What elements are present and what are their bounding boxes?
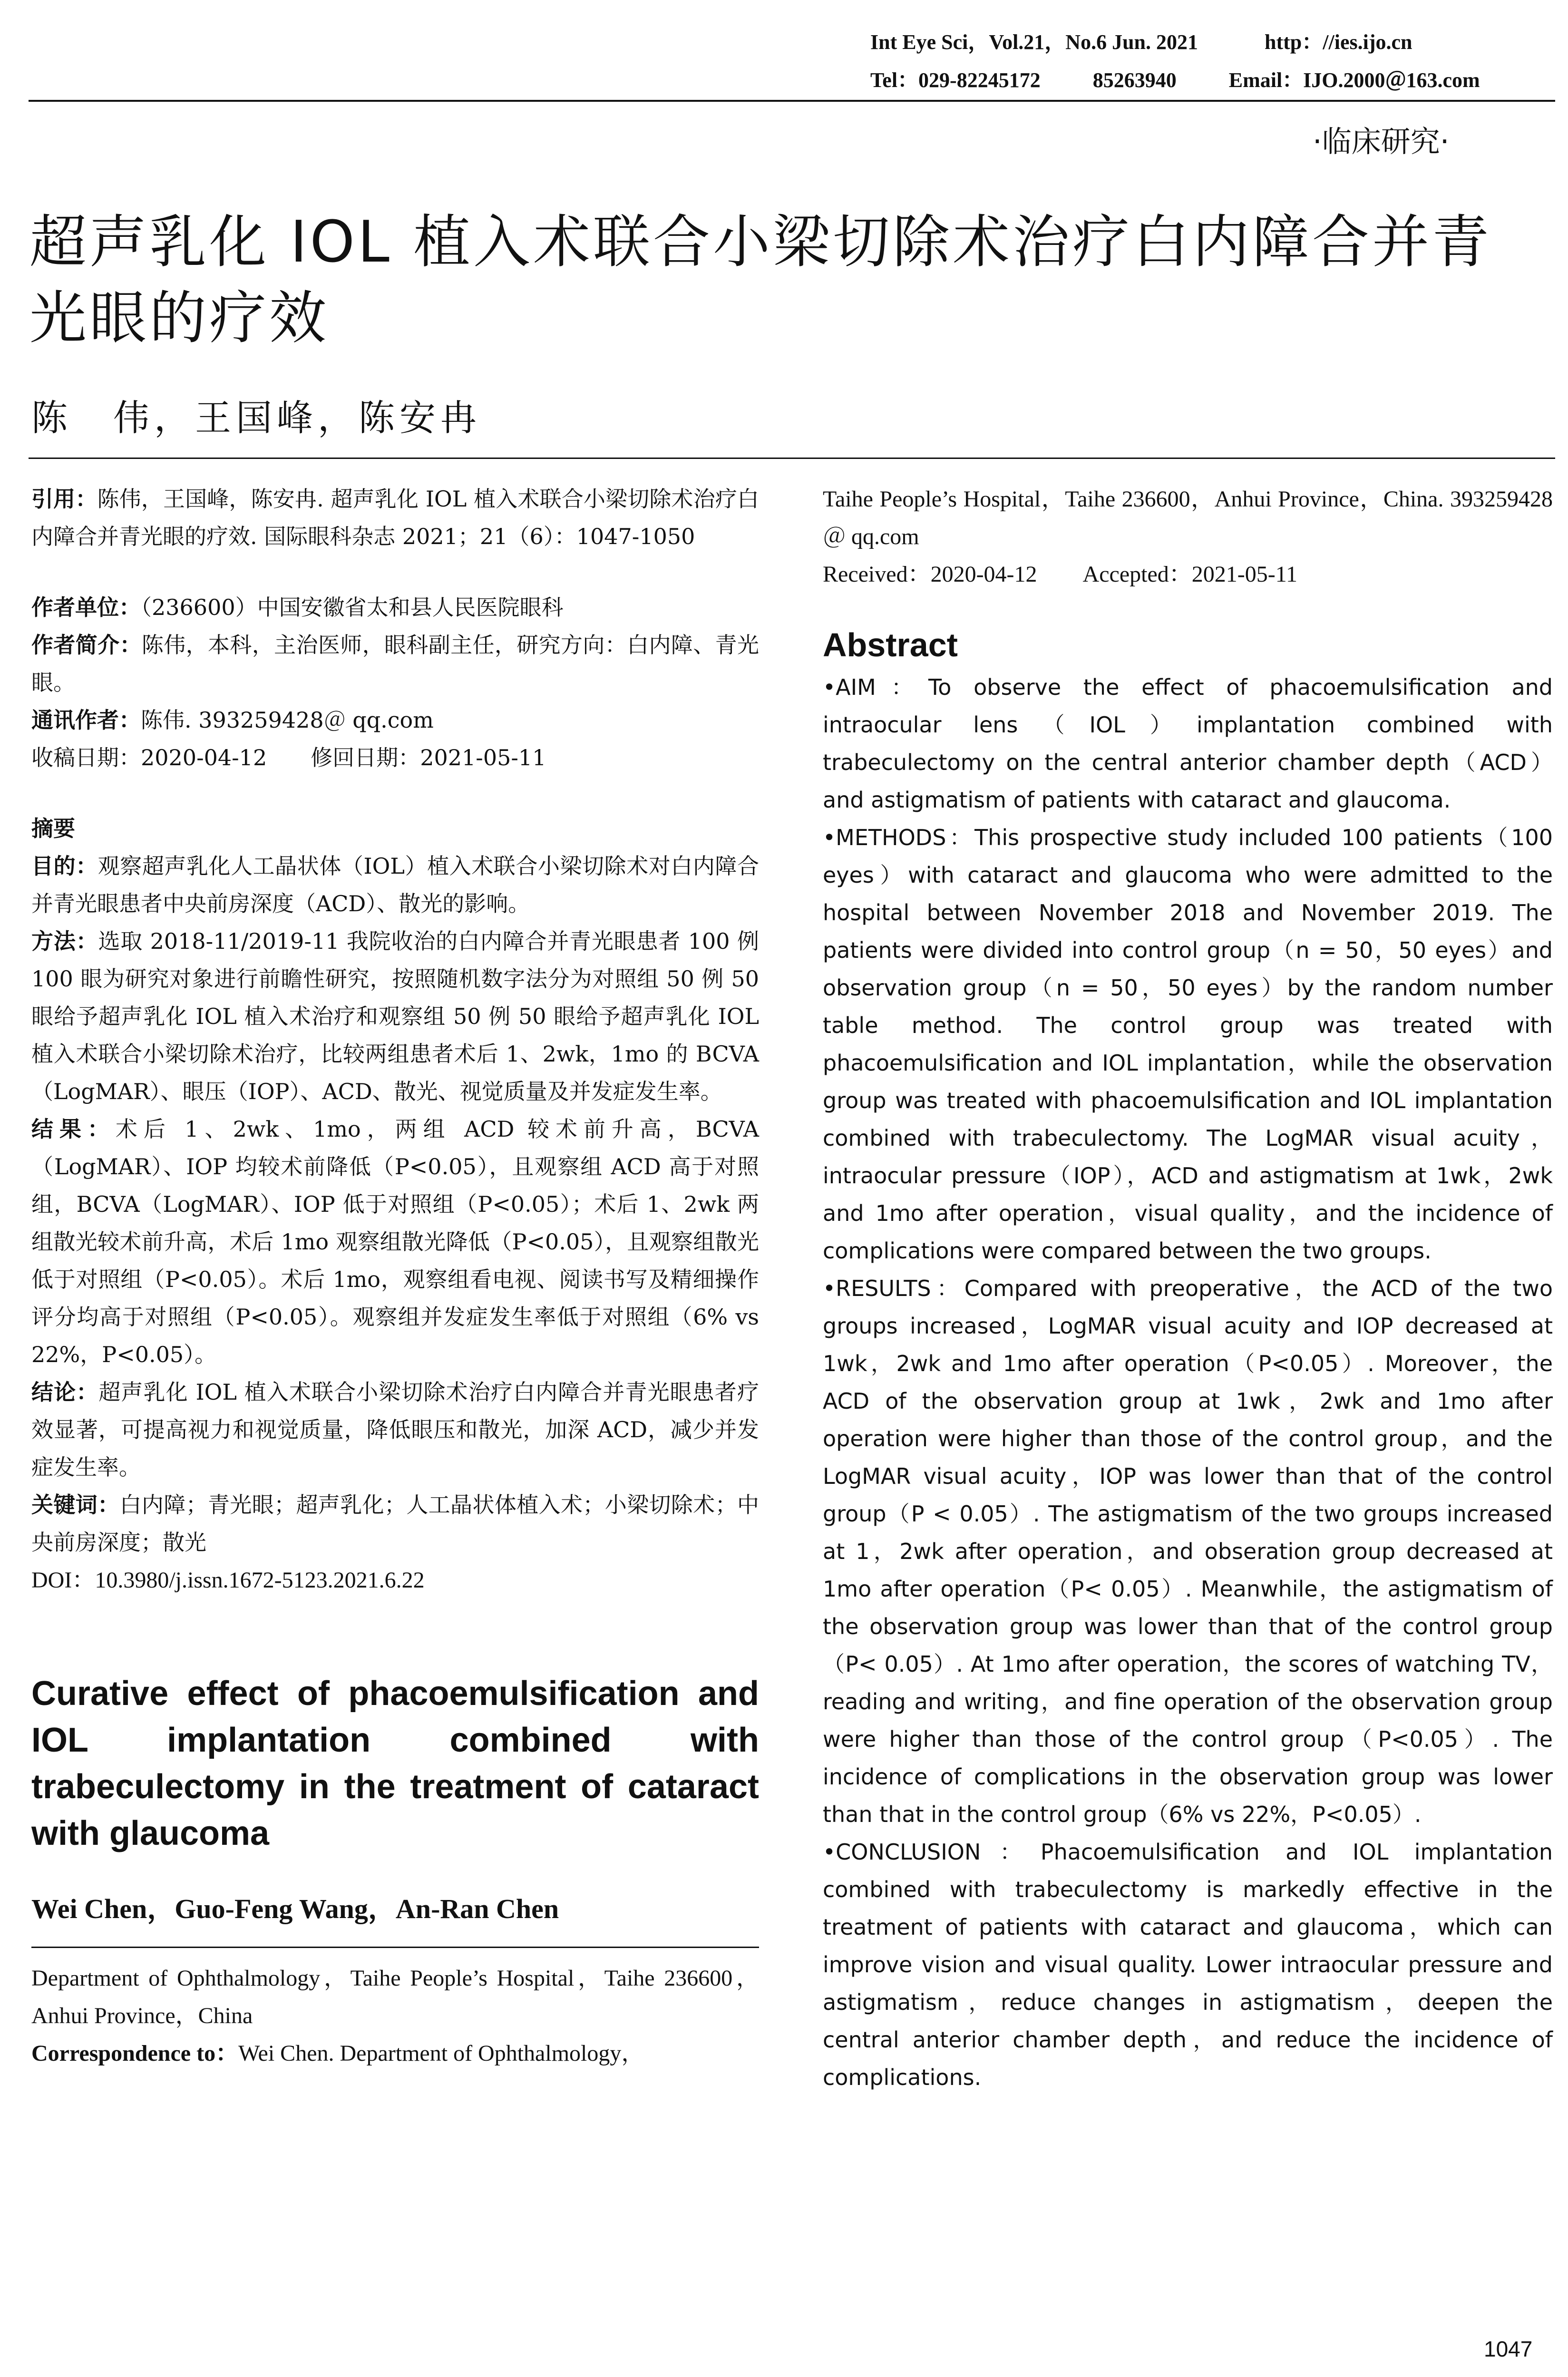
doi: DOI：10.3980/j.issn.1672-5123.2021.6.22: [31, 1568, 425, 1593]
abstract-aim-cn: [31, 848, 759, 923]
correspondence-en-continued: Taihe People’s Hospital，Taihe 236600，Anhui Province，China. 393259428＠ qq.com: [823, 487, 1553, 549]
keywords-cn: [31, 1486, 759, 1561]
corresponding-author-label: 通讯作者：: [31, 707, 141, 733]
running-header-contact: [870, 63, 1480, 93]
author-bio: [31, 626, 759, 701]
correspondence-en-label: Correspondence to：: [31, 2041, 239, 2066]
results-text-en: Compared with preoperative，the ACD of the two groups increased，LogMAR visual acuity and IOP decreased at 1wk，2wk and 1mo after operation（P<0.05）. Moreover，the ACD of the observation group at 1wk，2wk and 1mo after operation were higher than those of the control group，and the LogMAR visual acuity，IOP was lower than that of the control group（P < 0.05）. The astigmatism of the two groups increased at 1，2wk after operation，and obseration group decreased at 1mo after operation（P< 0.05）. Meanwhile，the astigmatism of the observation group was lower than that of the control group（P< 0.05）. At 1mo after operation，the scores of watching TV，reading and writing，and fine operation of the observation group were higher than those of the control group（P<0.05）. The incidence of complications in the observation group was lower than that in the control group（6% vs 22%，P<0.05）.: [823, 1276, 1553, 1827]
aim-label-en: •AIM：: [823, 674, 929, 700]
conclusion-label-cn: 结论：: [31, 1379, 99, 1405]
title-rule: [29, 458, 1555, 459]
abstract-conclusion-cn: [31, 1374, 759, 1486]
keywords-label-cn: 关键词：: [31, 1492, 120, 1518]
aim-text-en: To observe the effect of phacoemulsification and intraocular lens（IOL）implantation combined with trabeculectomy on the central anterior chamber depth（ACD）and astigmatism of patients with cataract and glaucoma.: [823, 674, 1553, 813]
right-column: [823, 480, 1553, 2096]
header-rule: [29, 100, 1555, 102]
methods-label-cn: 方法：: [31, 928, 98, 954]
author-unit-label: 作者单位：: [31, 594, 141, 620]
left-column: [31, 480, 759, 2072]
conclusion-text-en: Phacoemulsification and IOL implantation combined with trabeculectomy is markedly effective in the treatment of patients with cataract and glaucoma，which can improve vision and visual quality. Lower intraocular pressure and astigmatism，reduce changes in astigmatism，deepen the central anterior chamber depth，and reduce the incidence of complications.: [823, 1839, 1553, 2090]
running-header-journal: [870, 25, 1412, 55]
authors-cn: 陈 伟，王国峰，陈安冉: [31, 397, 481, 439]
author-unit-text: （236600）中国安徽省太和县人民医院眼科: [141, 594, 564, 620]
results-label-cn: 结果：: [31, 1116, 116, 1142]
citation-text: 陈伟，王国峰，陈安冉. 超声乳化 IOL 植入术联合小梁切除术治疗白内障合并青光眼的疗效. 国际眼科杂志 2021；21（6）：1047-1050: [31, 486, 760, 549]
authors-en: Wei Chen，Guo-Feng Wang，An-Ran Chen: [31, 1893, 559, 1924]
journal-url: http：//ies.ijo.cn: [1265, 30, 1412, 54]
journal-citation: Int Eye Sci，Vol.21，No.6 Jun. 2021: [870, 30, 1198, 54]
author-bio-label: 作者简介：: [31, 632, 142, 658]
article-title-en: Curative effect of phacoemulsification and IOL implantation combined with trabeculectomy in the treatment of cataract with glaucoma: [31, 1675, 759, 1852]
affiliation-rule: [31, 1947, 759, 1948]
keywords-text-cn: 白内障；青光眼；超声乳化；人工晶状体植入术；小梁切除术；中央前房深度；散光: [31, 1492, 759, 1555]
methods-text-cn: 选取 2018-11/2019-11 我院收治的白内障合并青光眼患者 100 例 100 眼为研究对象进行前瞻性研究，按照随机数字法分为对照组 50 例 50 眼给予超声乳化 IOL 植入术治疗和观察组 50 例 50 眼给予超声乳化 IOL 植入术联合小梁切除术治疗，比较两组患者术后 1、2wk，1mo 的 BCVA（LogMAR）、眼压（IOP）、ACD、散光、视觉质量及并发症发生率。: [31, 928, 760, 1104]
abstract-conclusion-en: [823, 1833, 1553, 2096]
abstract-methods-en: [823, 819, 1553, 1270]
dates-cn: 收稿日期：2020-04-12 修回日期：2021-05-11: [31, 745, 546, 770]
corresponding-author: [31, 701, 759, 739]
abstract-heading-en: Abstract: [823, 626, 958, 663]
results-text-cn: 术后 1、2wk、1mo，两组 ACD 较术前升高，BCVA（LogMAR）、IOP 均较术前降低（P<0.05），且观察组 ACD 高于对照组，BCVA（LogMAR）、IOP 低于对照组（P<0.05）；术后 1、2wk 两组散光较术前升高，术后 1mo 观察组散光降低（P<0.05），且观察组散光低于对照组（P<0.05）。术后 1mo，观察组看电视、阅读书写及精细操作评分均高于对照组（P<0.05）。观察组并发症发生率低于对照组（6% vs 22%，P<0.05）。: [31, 1116, 759, 1367]
conclusion-label-en: •CONCLUSION：: [823, 1839, 1041, 1865]
results-label-en: •RESULTS：: [823, 1276, 964, 1301]
correspondence-en-text: Wei Chen. Department of Ophthalmology，: [238, 2041, 644, 2066]
corresponding-author-text: 陈伟. 393259428＠ qq.com: [141, 707, 434, 733]
abstract-methods-cn: [31, 923, 759, 1111]
section-label: ·临床研究·: [1313, 124, 1450, 159]
aim-text-cn: 观察超声乳化人工晶状体（IOL）植入术联合小梁切除术对白内障合并青光眼患者中央前房深度（ACD）、散光的影响。: [31, 853, 759, 916]
citation: [31, 480, 759, 555]
article-title-cn: 超声乳化 IOL 植入术联合小梁切除术治疗白内障合并青光眼的疗效: [29, 209, 1492, 351]
correspondence-en: [31, 2035, 759, 2072]
methods-text-en: This prospective study included 100 patients（100 eyes）with cataract and glaucoma who were admitted to the hospital between November 2018 and November 2019. The patients were divided into control group（n = 50，50 eyes）and observation group（n = 50，50 eyes）by the random number table method. The control group was treated with phacoemulsification and IOL implantation，while the observation group was treated with phacoemulsification and IOL implantation combined with trabeculectomy. The LogMAR visual acuity，intraocular pressure（IOP），ACD and astigmatism at 1wk，2wk and 1mo after operation，visual quality，and the incidence of complications were compared between the two groups.: [823, 825, 1553, 1264]
abstract-aim-en: [823, 669, 1553, 819]
conclusion-text-cn: 超声乳化 IOL 植入术联合小梁切除术治疗白内障合并青光眼患者疗效显著，可提高视力和视觉质量，降低眼压和散光，加深 ACD，减少并发症发生率。: [31, 1379, 759, 1480]
abstract-results-en: [823, 1270, 1553, 1833]
affiliation-en: Department of Ophthalmology，Taihe People’s Hospital，Taihe 236600，Anhui Province，China: [31, 1966, 759, 2028]
page-number: 1047: [1484, 2337, 1533, 2361]
aim-label-cn: 目的：: [31, 853, 98, 879]
received-accepted-en: Received：2020-04-12 Accepted：2021-05-11: [823, 562, 1297, 587]
abstract-heading-cn: 摘要: [31, 816, 75, 841]
methods-label-en: •METHODS：: [823, 825, 975, 850]
journal-tel: Tel：029-82245172: [870, 68, 1041, 92]
author-unit: [31, 589, 759, 626]
journal-email: Email：IJO.2000＠163.com: [1228, 68, 1480, 92]
journal-tel2: 85263940: [1092, 68, 1177, 92]
citation-label: 引用：: [31, 486, 97, 512]
abstract-results-cn: [31, 1111, 759, 1374]
author-bio-text: 陈伟，本科，主治医师，眼科副主任，研究方向：白内障、青光眼。: [31, 632, 759, 695]
